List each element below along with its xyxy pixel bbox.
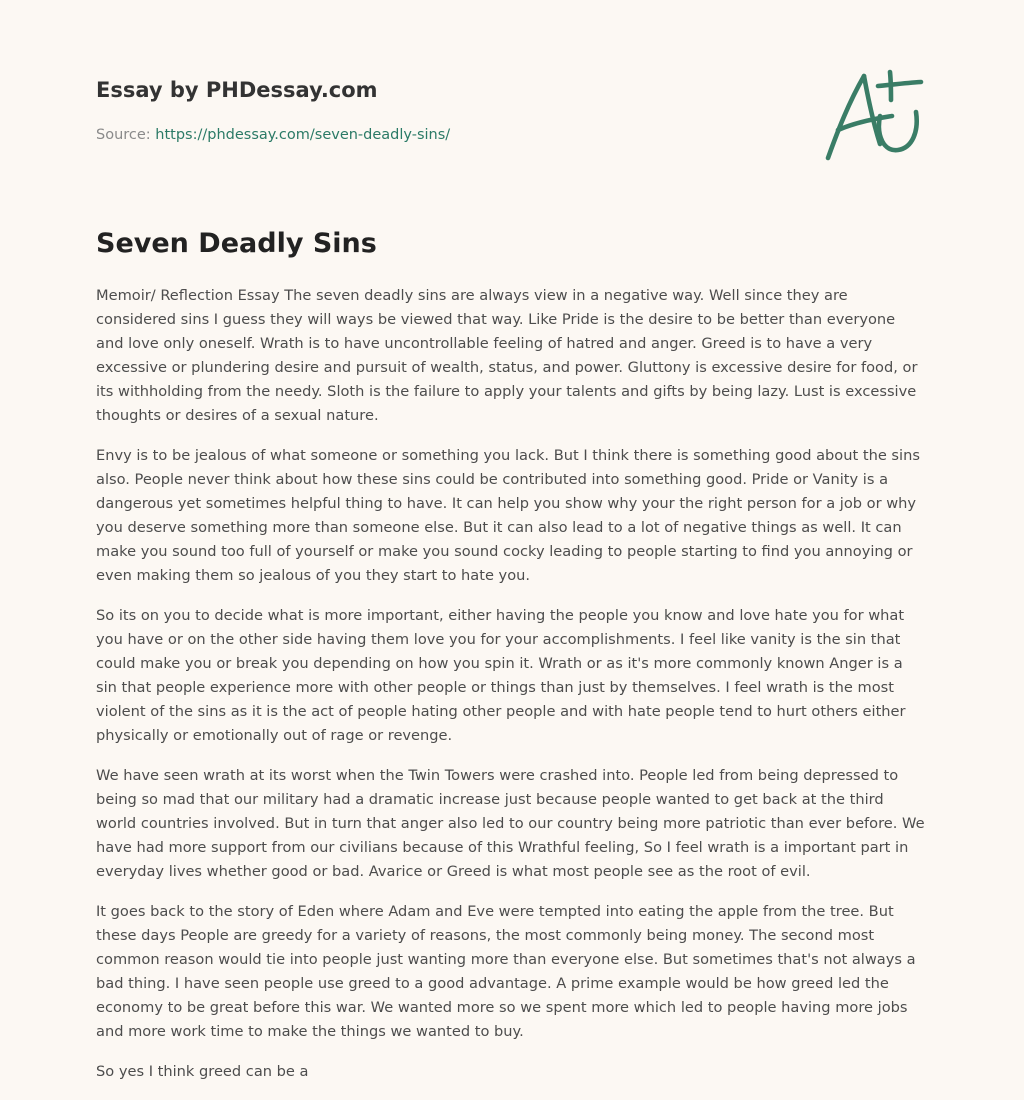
essay-paragraph: It goes back to the story of Eden where Adam and Eve were tempted into eating the apple from the tree. But these days People are greedy for a variety of reasons, the most commonly being money. The second most common reason would tie into people just wanting more than everyone else. But sometimes that's not always a bad thing. I have seen people use greed to a good advantage. A prime example would be how greed led the economy to be great before this war. We wanted more so we spent more which led to people having more jobs and more work time to make the things we wanted to buy. [96, 903, 916, 1040]
source-label: Source: [96, 127, 151, 143]
essay-paragraph: We have seen wrath at its worst when the Twin Towers were crashed into. People led from being depressed to being so mad that our military had a dramatic increase just because people wanted to get back at the third world countries involved. But in turn that anger also led to our country being more patriotic than ever before. We have had more support from our civilians because of this Wrathful feeling, So I feel wrath is a important part in everyday lives whether good or bad. Avarice or Greed is what most people see as the root of evil. [96, 767, 925, 880]
essay-header [96, 76, 736, 145]
essay-paragraph: So its on you to decide what is more important, either having the people you know and love hate you for what you have or on the other side having them love you for your accomplishments. I feel like vanity is the sin that could make you or break you depending on how you spin it. Wrath or as it's more commonly known Anger is a sin that people experience more with other people or things than just by themselves. I feel wrath is the most violent of the sins as it is the act of people hating other people and with hate people tend to hurt others either physically or emotionally out of rage or revenge. [96, 607, 906, 744]
essay-paragraph: So yes I think greed can be a [96, 1063, 309, 1080]
site-brand: Essay by PHDessay.com [96, 78, 378, 102]
source-line [96, 125, 736, 145]
a-plus-grade-icon [818, 64, 930, 168]
essay-paragraph: Envy is to be jealous of what someone or something you lack. But I think there is something good about the sins also. People never think about how these sins could be contributed into something good. Pride or Vanity is a dangerous yet sometimes helpful thing to have. It can help you show why your the right person for a job or why you deserve something more than someone else. But it can also lead to a lot of negative things as well. It can make you sound too full of yourself or make you sound cocky leading to people starting to find you annoying or even making them so jealous of you they start to hate you. [96, 447, 920, 584]
essay-paragraph: Memoir/ Reflection Essay The seven deadly sins are always view in a negative way. Well since they are considered sins I guess they will ways be viewed that way. Like Pride is the desire to be better than everyone and love only oneself. Wrath is to have uncontrollable feeling of hatred and anger. Greed is to have a very excessive or plundering desire and pursuit of wealth, status, and power. Gluttony is excessive desire for food, or its withholding from the needy. Sloth is the failure to apply your talents and gifts by being lazy. Lust is excessive thoughts or desires of a sexual nature. [96, 287, 918, 424]
essay-body [96, 284, 926, 1100]
essay-title: Seven Deadly Sins [96, 228, 377, 259]
source-link[interactable]: https://phdessay.com/seven-deadly-sins/ [155, 127, 451, 143]
